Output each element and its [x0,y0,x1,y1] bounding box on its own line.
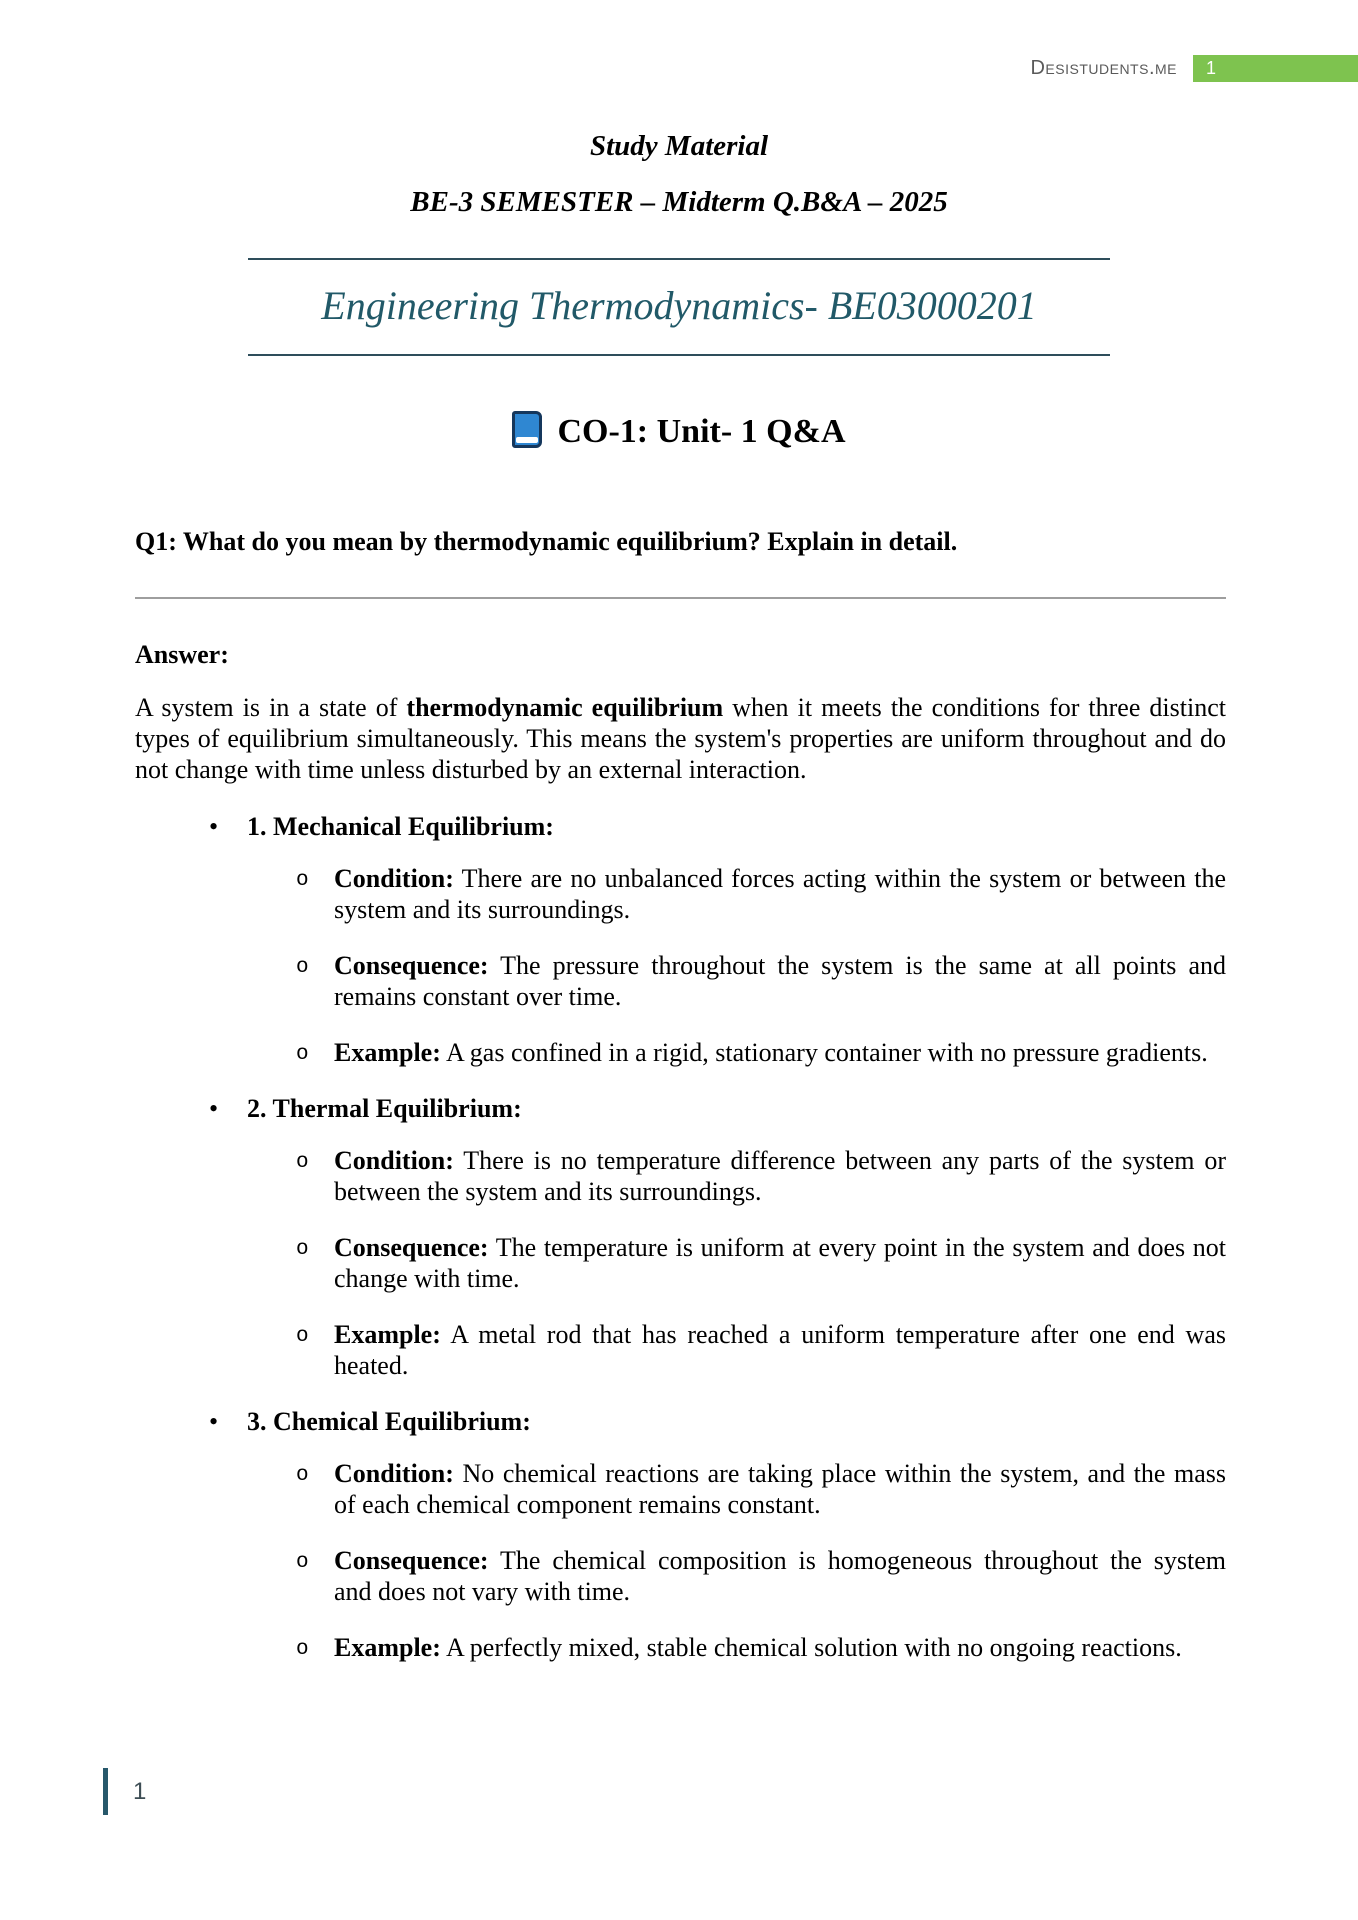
section-items [0,863,1358,1068]
equilibrium-section-heading [135,1406,1226,1437]
sub-bullet-icon: o [296,1043,309,1066]
section-items [0,1145,1358,1381]
list-item-text: The pressure throughout the system is the same at all points and remains constant over time. [334,951,1226,1011]
list-item [135,1232,1226,1294]
course-title-box [248,258,1110,356]
answer-bullet-list [0,811,1358,1663]
list-item-text: A perfectly mixed, stable chemical solution with no ongoing reactions. [440,1633,1182,1662]
equilibrium-section-heading [135,1093,1226,1124]
question-divider [135,597,1226,599]
list-item-label: Example: [334,1633,441,1662]
sub-bullet-icon: o [296,1638,309,1661]
section-items [0,1458,1358,1663]
intro-bold-term: thermodynamic equilibrium [406,693,724,722]
study-material-title: Study Material [589,130,769,162]
answer-intro-paragraph [135,692,1226,785]
list-item [135,1545,1226,1607]
sub-bullet-icon: o [296,1325,309,1348]
page-footer [103,1768,146,1815]
sub-bullet-icon: o [296,869,309,892]
unit-heading [0,410,1358,454]
list-item-text: There is no temperature difference between any parts of the system or between the system and its surroundings. [334,1146,1226,1206]
list-item-label: Consequence: [334,1233,489,1262]
section-heading-text: 2. Thermal Equilibrium: [247,1094,522,1123]
sub-bullet-icon: o [296,1551,309,1574]
list-item-label: Example: [334,1320,441,1349]
intro-text-run: A system is in a state of [135,693,407,722]
book-icon [512,411,542,448]
answer-label: Answer: [135,640,229,669]
list-item [135,1458,1226,1520]
intro-text-run: when it meets the conditions for three distinct types of equilibrium simultaneously. This means the system's properties are uniform throughout and do not change with time unless disturbed by an external interaction. [135,693,1226,784]
list-item [135,863,1226,925]
question-text: Q1: What do you mean by thermodynamic equilibrium? Explain in detail. [135,527,958,556]
bullet-icon: • [209,1407,219,1436]
list-item [135,1632,1226,1663]
list-item-label: Consequence: [334,951,489,980]
list-item-label: Example: [334,1038,441,1067]
list-item [135,1319,1226,1381]
sub-bullet-icon: o [296,1151,309,1174]
sub-bullet-icon: o [296,1464,309,1487]
page-number-badge: 1 [1193,55,1358,82]
footer-accent-bar [103,1768,108,1815]
list-item-label: Condition: [334,1459,454,1488]
list-item [135,1145,1226,1207]
bullet-icon: • [209,1094,219,1123]
list-item-label: Consequence: [334,1546,489,1575]
site-name: Desistudents.me [1030,57,1177,79]
document-heading-block [0,0,1358,218]
bullet-icon: • [209,812,219,841]
course-title: Engineering Thermodynamics- BE03000201 [321,283,1037,328]
list-item-text: No chemical reactions are taking place within the system, and the mass of each chemical component remains constant. [334,1459,1226,1519]
list-item-text: There are no unbalanced forces acting within the system or between the system and its surroundings. [334,864,1226,924]
semester-subtitle: BE-3 SEMESTER – Midterm Q.B&A – 2025 [410,186,948,218]
sub-bullet-icon: o [296,956,309,979]
list-item-text: The temperature is uniform at every point in the system and does not change with time. [334,1233,1226,1293]
equilibrium-section-heading [135,811,1226,842]
sub-bullet-icon: o [296,1238,309,1261]
list-item-label: Condition: [334,1146,454,1175]
footer-page-number: 1 [133,1777,147,1805]
page-header [1030,55,1358,82]
list-item-text: A metal rod that has reached a uniform temperature after one end was heated. [334,1320,1226,1380]
list-item-label: Condition: [334,864,454,893]
unit-heading-text: CO-1: Unit- 1 Q&A [557,413,846,450]
section-heading-text: 3. Chemical Equilibrium: [247,1407,531,1436]
list-item [135,1037,1226,1068]
list-item-text: A gas confined in a rigid, stationary container with no pressure gradients. [440,1038,1208,1067]
list-item-text: The chemical composition is homogeneous throughout the system and does not vary with time. [334,1546,1226,1606]
section-heading-text: 1. Mechanical Equilibrium: [247,812,554,841]
list-item [135,950,1226,1012]
